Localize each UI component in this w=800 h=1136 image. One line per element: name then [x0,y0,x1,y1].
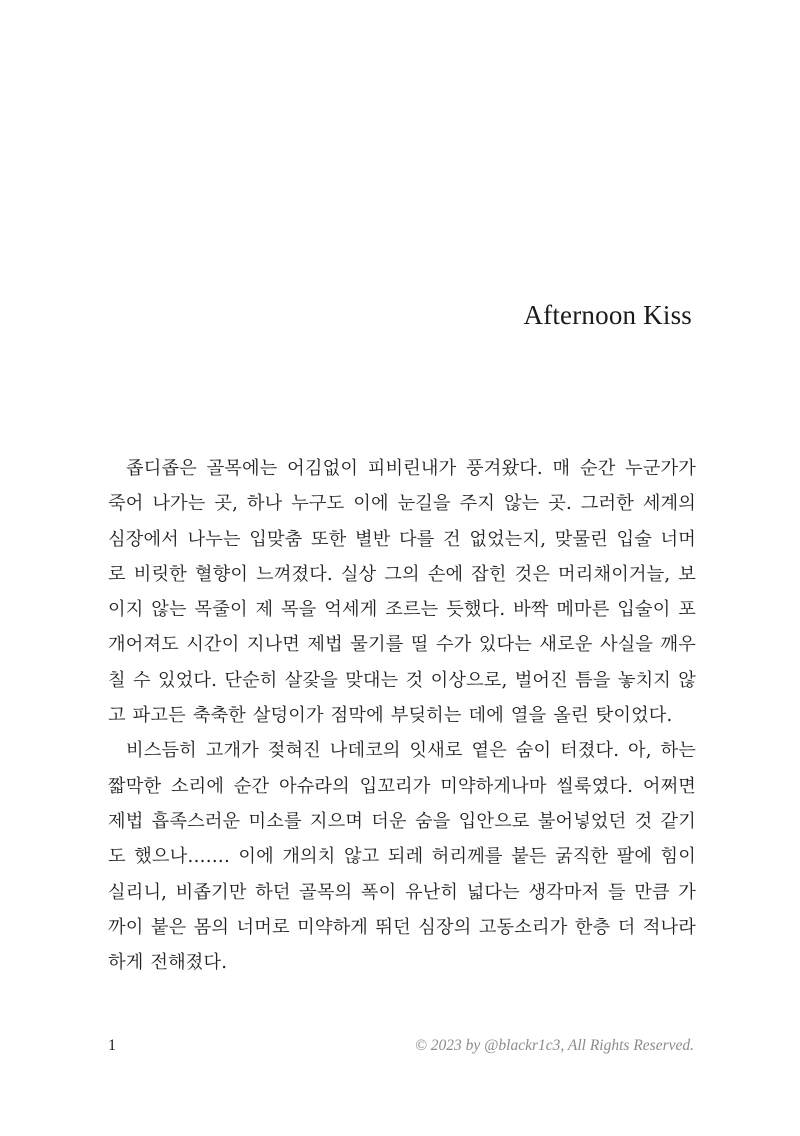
copyright-notice: © 2023 by @blackr1c3, All Rights Reserved. [415,1037,694,1054]
page-number: 1 [108,1037,116,1054]
paragraph-2: 비스듬히 고개가 젖혀진 나데코의 잇새로 옅은 숨이 터졌다. 아, 하는 짧막한 소리에 순간 아슈라의 입꼬리가 미약하게나마 씰룩였다. 어쩌면 제법 흡족스러운 미소를 지으며 더운 숨을 입안으로 불어넣었던 것 같기도 했으나……. 이에 개의치 않고 되레 허리께를 붙든 굵직한 팔에 힘이 실리니, 비좁기만 하던 골목의 폭이 유난히 넓다는 생각마저 들 만큼 가까이 붙은 몸의 너머로 미약하게 뛰던 심장의 고동소리가 한층 더 적나라하게 전해졌다. [108,740,696,974]
body-text [108,451,696,980]
paragraph-1: 좁디좁은 골목에는 어김없이 피비린내가 풍겨왔다. 매 순간 누군가가 죽어 나가는 곳, 하나 누구도 이에 눈길을 주지 않는 곳. 그러한 세계의 심장에서 나누는 입맞춤 또한 별반 다를 건 없었는지, 맞물린 입술 너머로 비릿한 혈향이 느껴졌다. 실상 그의 손에 잡힌 것은 머리채이거늘, 보이지 않는 목줄이 제 목을 억세게 조르는 듯했다. 바짝 메마른 입술이 포개어져도 시간이 지나면 제법 물기를 띨 수가 있다는 새로운 사실을 깨우칠 수 있었다. 단순히 살갗을 맞대는 것 이상으로, 벌어진 틈을 놓치지 않고 파고든 축축한 살덩이가 점막에 부딪히는 데에 열을 올린 탓이었다. [108,458,696,727]
page-footer [108,1037,694,1055]
chapter-title: Afternoon Kiss [523,300,692,330]
